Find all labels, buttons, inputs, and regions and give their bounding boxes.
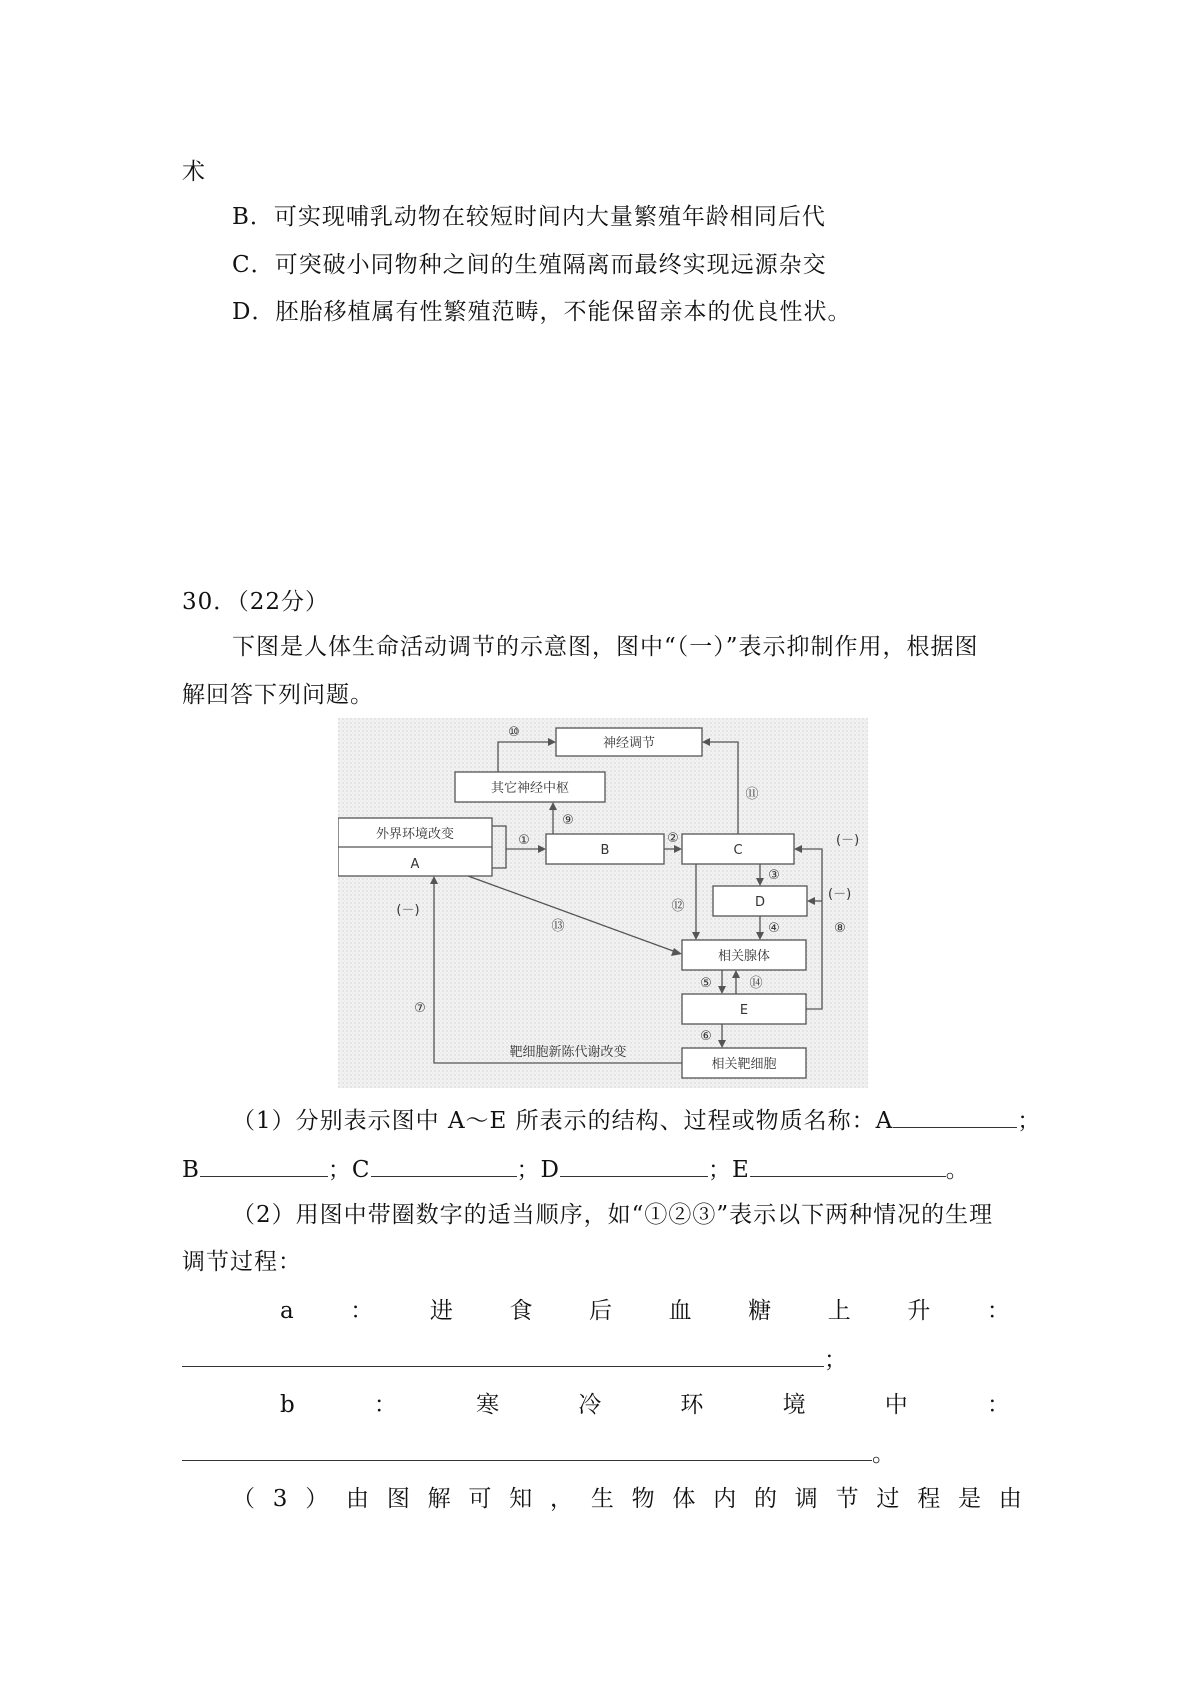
- part3-char: 内: [713, 1486, 737, 1512]
- part2-line2: 调节过程：: [182, 1249, 302, 1275]
- label-3: ③: [768, 868, 780, 883]
- label-d: ；D: [516, 1157, 560, 1183]
- inhibit-a-label: (－): [396, 903, 420, 918]
- part2-line1: （2）用图中带圈数字的适当顺序，如“①②③”表示以下两种情况的生理: [232, 1202, 994, 1228]
- item-a-char: a: [280, 1298, 294, 1324]
- part3-char: 由: [998, 1486, 1022, 1512]
- label-12: ⑫: [671, 899, 685, 914]
- part3-char: 知: [509, 1486, 533, 1512]
- label-7: ⑦: [414, 1001, 426, 1016]
- option-d: D．胚胎移植属有性繁殖范畴，不能保留亲本的优良性状。: [232, 299, 852, 325]
- part3-char: 解: [427, 1486, 451, 1512]
- metabolism-label: 靶细胞新陈代谢改变: [509, 1045, 627, 1060]
- box-e-label: E: [739, 1003, 749, 1018]
- box-b-label: B: [600, 843, 610, 858]
- part1-text: （1）分别表示图中 A～E 所表示的结构、过程或物质名称：A: [232, 1108, 894, 1134]
- label-1: ①: [518, 833, 530, 848]
- item-b-char: 中: [884, 1392, 908, 1418]
- box-d-label: D: [754, 895, 766, 910]
- blank-item-a[interactable]: [182, 1342, 824, 1367]
- item-b-answer-line: [182, 1436, 896, 1469]
- box-c-label: C: [733, 843, 743, 858]
- blank-a[interactable]: [893, 1103, 1017, 1128]
- blank-c[interactable]: [371, 1152, 517, 1177]
- item-b-char: 冷: [578, 1392, 602, 1418]
- blank-e[interactable]: [750, 1152, 946, 1177]
- label-9: ⑨: [562, 813, 574, 828]
- label-2: ②: [667, 831, 679, 846]
- item-a-char: ：: [350, 1298, 374, 1324]
- part1-end: 。: [945, 1157, 970, 1183]
- blank-d[interactable]: [560, 1152, 708, 1177]
- label-10: ⑩: [508, 725, 520, 740]
- item-b-char: 环: [680, 1392, 704, 1418]
- label-14: ⑭: [749, 976, 763, 991]
- option-c: C．可突破小同物种之间的生殖隔离而最终实现远源杂交: [232, 252, 827, 278]
- item-a-char: 糖: [748, 1298, 772, 1324]
- item-b-char: ：: [373, 1392, 397, 1418]
- part3-char: 生: [590, 1486, 614, 1512]
- item-b-char: 境: [782, 1392, 806, 1418]
- inhibit-d-label: (－): [828, 887, 852, 902]
- item-b-char: ：: [986, 1392, 1010, 1418]
- external-change-label: 外界环境改变: [375, 827, 455, 842]
- part3-char: 物: [631, 1486, 655, 1512]
- part3-char: 由: [346, 1486, 370, 1512]
- label-13: ⑬: [551, 919, 565, 934]
- item-a-char: 后: [589, 1298, 613, 1324]
- label-6: ⑥: [700, 1029, 712, 1044]
- gland-label: 相关腺体: [717, 949, 771, 964]
- item-b-row: [280, 1390, 1010, 1420]
- part3-char: 可: [468, 1486, 492, 1512]
- question-header: 30．（22分）: [182, 589, 330, 615]
- other-centers-label: 其它神经中枢: [490, 781, 570, 796]
- inhibit-c-label: (－): [836, 833, 860, 848]
- label-e: ；E: [707, 1157, 750, 1183]
- label-4: ④: [768, 921, 780, 936]
- part1-semicolon: ；: [1017, 1108, 1042, 1134]
- part3-char: （: [232, 1486, 255, 1512]
- question-intro-line1: 下图是人体生命活动调节的示意图，图中“（一）”表示抑制作用，根据图: [232, 634, 979, 660]
- blank-b[interactable]: [200, 1152, 328, 1177]
- part1-line1: [232, 1103, 1041, 1136]
- part3-char: 是: [957, 1486, 981, 1512]
- regulation-diagram: [338, 718, 868, 1088]
- label-5: ⑤: [700, 976, 712, 991]
- part3-char: 图: [386, 1486, 410, 1512]
- item-a-answer-line: [182, 1342, 848, 1375]
- item-b-char: b: [280, 1392, 295, 1418]
- item-a-char: ：: [986, 1298, 1010, 1324]
- target-cell-label: 相关靶细胞: [711, 1057, 777, 1072]
- part3-char: ）: [305, 1486, 329, 1512]
- part3-char: 3: [272, 1486, 288, 1512]
- part3-char: ，: [550, 1486, 574, 1512]
- label-c: ；C: [327, 1157, 371, 1183]
- item-a-char: 进: [429, 1298, 453, 1324]
- label-b: B: [182, 1157, 200, 1183]
- neural-regulation-label: 神经调节: [602, 736, 656, 751]
- item-a-char: 血: [668, 1298, 692, 1324]
- part3-line: [232, 1484, 1022, 1514]
- label-8: ⑧: [834, 921, 846, 936]
- label-11: ⑪: [745, 787, 759, 802]
- part1-line2: [182, 1152, 970, 1185]
- box-a-label: A: [410, 857, 420, 872]
- part3-char: 调: [794, 1486, 818, 1512]
- item-a-end: ；: [824, 1347, 848, 1373]
- part3-char: 过: [876, 1486, 900, 1512]
- part3-char: 节: [835, 1486, 859, 1512]
- continued-text: 术: [182, 159, 206, 185]
- item-b-end: 。: [872, 1441, 896, 1467]
- blank-item-b[interactable]: [182, 1436, 872, 1461]
- item-a-char: 升: [907, 1298, 931, 1324]
- item-a-row: [280, 1296, 1010, 1326]
- part3-char: 的: [754, 1486, 777, 1512]
- item-a-char: 上: [827, 1298, 851, 1324]
- item-b-char: 寒: [476, 1392, 500, 1418]
- part3-char: 程: [917, 1486, 941, 1512]
- question-intro-line2: 解回答下列问题。: [182, 682, 374, 708]
- option-b: B．可实现哺乳动物在较短时间内大量繁殖年龄相同后代: [232, 204, 826, 230]
- part3-char: 体: [672, 1486, 696, 1512]
- item-a-char: 食: [509, 1298, 533, 1324]
